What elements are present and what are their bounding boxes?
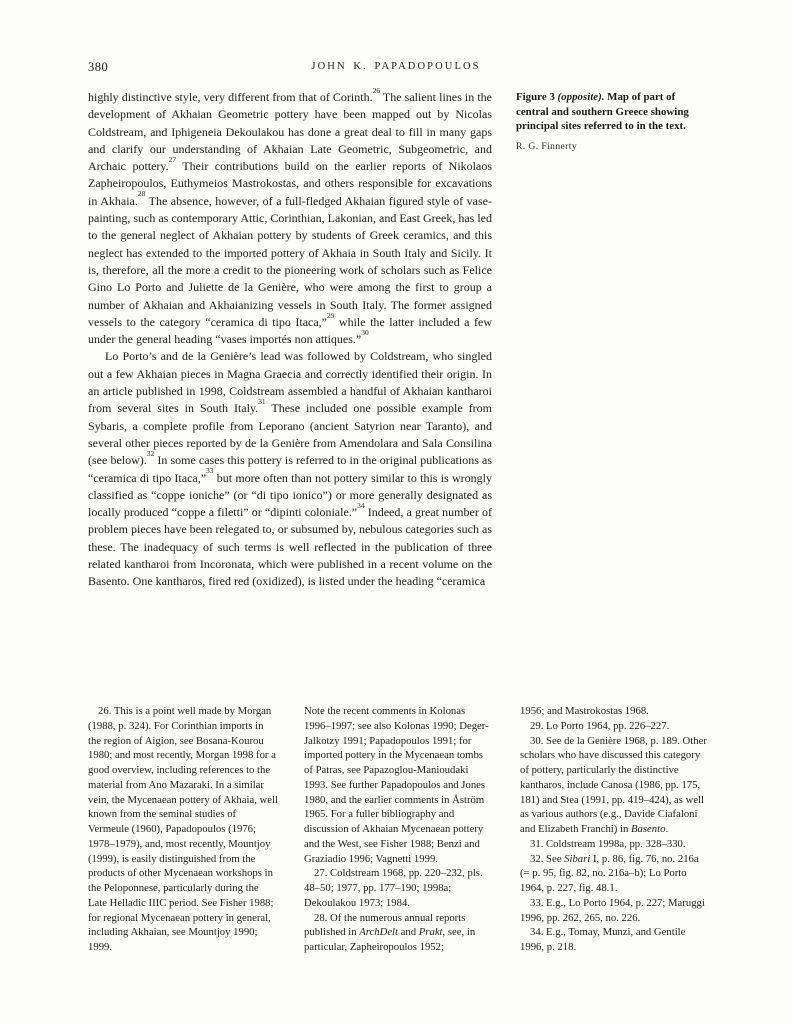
figure-caption-text (516, 90, 708, 134)
text-run: These included one possible example from Sybaris, a complete profile from Leporano (ancient Satyrion near Taranto), and several other pieces reported by de la Genière from Amendolara and Sala Consilina (see below). (88, 401, 492, 468)
text-run: Lo Porto’s and de la Genière’s lead was followed by Coldstream, who singled out a few Akhaian pieces in Magna Graecia and correctly identified their origin. In an article published in 1998, Coldstream assembled a handful of Akhaian kantharoi from several sites in South Italy. (88, 349, 492, 416)
text-run: 33. E.g., Lo Porto 1964, p. 227; Maruggi 1996, pp. 262, 265, no. 226. (520, 896, 705, 924)
text-run: highly distinctive style, very different from that of Corinth. (88, 90, 373, 104)
text-run: The absence, however, of a full-fledged Akhaian figured style of vase-painting, such as contemporary Attic, Corinthian, Lakonian, and East Greek, has led to the general neglect of Akhaian pottery by students of Greek ceramics, and this neglect has extended to the imported pottery of Akhaia in South Italy and Sicily. It is, therefore, all the more a credit to the pioneering work of scholars such as Felice Gino Lo Porto and Juliette de la Genière, who were among the first to group a number of Akhaian and Akhaianizing vessels in South Italy. The former assigned vessels to the category “ceramica di tipo Itaca,” (88, 193, 492, 329)
footnote (520, 896, 710, 926)
footnote (520, 734, 710, 837)
footnote-marker: 30 (361, 327, 369, 337)
body-text (88, 85, 493, 591)
text-run: 31. Coldstream 1998a, pp. 328–330. (530, 837, 686, 850)
text-run: Indeed, a great number of problem pieces have been relegated to, or subsumed by, nebulous categories such as these. The inadequacy of such terms is well reflected in the publication of three related kantharoi from Incoronata, which were published in a recent volume on the Basento. One kantharos, fired red (oxidized), is listed under the heading “ceramica (88, 505, 492, 589)
running-head: JOHN K. PAPADOPOULOS (311, 61, 481, 72)
footnote-marker: 34 (357, 500, 365, 510)
text-run: Figure 3 (516, 91, 558, 103)
footnote (520, 852, 710, 896)
footnotes (88, 704, 710, 955)
footnote (520, 719, 710, 734)
text-run: , see, in particular, Zapheiropoulos 1952; (304, 926, 476, 953)
body-paragraph (88, 348, 492, 590)
footnote (88, 704, 278, 955)
text-run: Map of part of central and southern Greece showing principal sites referred to in the text. (516, 91, 689, 133)
footnote-marker: 29 (327, 310, 335, 320)
text-run: 26. This is a point well made by Morgan (1988, p. 324). For Corinthian imports in the region of Aigion, see Bosana-Kourou 1980; and most recently, Morgan 1998 for a good overview, including references to the material from Ano Mazaraki. In a similar vein, the Mycenaean pottery of Akhaia, well known from the seminal studies of Vermeule (1960), Papadopoulos (1976; 1978–1979), and, most recently, Mountjoy (1999), is easily distinguished from the products of other Mycenaean workshops in the Peloponnese, particularly during the Late Helladic IIIC period. See Fisher 1988; for regional Mycenaean pottery in general, including Akhaian, see Mountjoy 1990; 1999. (88, 705, 278, 953)
footnote-column-3 (520, 704, 710, 955)
text-run: In some cases this pottery is referred to in the original publications as “ceramica di tipo Itaca,” (88, 453, 493, 485)
text-run: . (665, 823, 669, 835)
text-run: The salient lines in the development of Akhaian Geometric pottery have been mapped out by Nicolas Coldstream, and Iphigeneia Dekoulakou has done a great deal to fill in many gaps and clarify our understanding of Akhaian Late Geometric, Subgeometric, and Archaic pottery. (88, 90, 492, 174)
text-run: ArchDelt (359, 926, 398, 939)
text-run: Their contributions build on the earlier reports of Nikolaos Zapheiropoulos, Euthymeios Mastrokostas, and others responsible for excavations in Akhaia. (88, 159, 492, 208)
text-run: 32. See (530, 852, 565, 865)
text-run: (opposite). (557, 91, 605, 103)
footnote (304, 866, 494, 910)
footnote (304, 911, 494, 955)
footnote-marker: 32 (146, 448, 155, 458)
footnote (304, 704, 494, 866)
text-run: 27. Coldstream 1968, pp. 220–232, pls. 48–50; 1977, pp. 177–190; 1998a; Dekoulakou 1973; 1984. (304, 867, 483, 909)
text-run: 34. E.g., Tomay, Munzi, and Gentile 1996, p. 218. (520, 926, 686, 953)
figure-credit: R. G. Finnerty (516, 140, 578, 152)
footnote-marker: 31 (258, 397, 266, 406)
footnote-marker: 33 (206, 466, 214, 476)
text-run: while the latter included a few under the general heading “vases importés non attiques.” (88, 314, 492, 347)
text-run: but more often than not pottery similar to this is wrongly classified as “coppe ioniche” (or “di tipo ionico”) or more generally designated as locally produced “coppe a filetti” or “dipinti coloniale.” (88, 470, 492, 520)
footnote-marker: 27 (168, 154, 177, 164)
footnote (520, 837, 710, 852)
footnote (520, 925, 710, 955)
text-run: Prakt (418, 926, 443, 939)
footnote (520, 704, 710, 719)
footnote-marker: 28 (137, 189, 146, 199)
text-run: 30. See de la Genière 1968, p. 189. Other scholars who have discussed this category of pottery, particularly the distinctive kantharos, include Canosa (1986, pp. 175, 181) and Stea (1991, pp. 419–424), as well as various authors (e.g., Davide Ciafaloni and Elizabeth Franchi) in (520, 734, 707, 835)
text-run: and (398, 926, 419, 939)
footnote-column-2 (304, 704, 494, 955)
footnote-marker: 26 (372, 85, 381, 95)
figure-caption (516, 90, 708, 154)
text-run: 1956; and Mastrokostas 1968. (520, 705, 649, 717)
footnote-column-1 (88, 704, 278, 955)
text-run: Basento (631, 823, 666, 835)
text-run: Note the recent comments in Kolonas 1996–1997; see also Kolonas 1990; Deger-Jalkotzy 1991; Papadopoulos 1991; for imported pottery in the Mycenaean tombs of Patras, see Papazoglou-Manioudaki 1993. See further Papadopoulos and Jones 1980, and the earlier comments in Åström 1965. For a fuller bibliography and discussion of Akhaian Mycenaean pottery and the West, see Fisher 1988; Benzi and Graziadio 1996; Vagnetti 1999. (304, 705, 489, 865)
body-paragraph (88, 85, 492, 348)
text-run: 28. Of the numerous annual reports published in (304, 911, 466, 939)
text-run: I, p. 86, fig. 76, no. 216a (= p. 95, fig. 82, no. 216a–b); Lo Porto 1964, p. 227, fig. 48.1. (520, 852, 699, 894)
text-run: 29. Lo Porto 1964, pp. 226–227. (530, 719, 670, 732)
text-run: Sibari (564, 852, 591, 865)
page-number: 380 (88, 60, 109, 74)
